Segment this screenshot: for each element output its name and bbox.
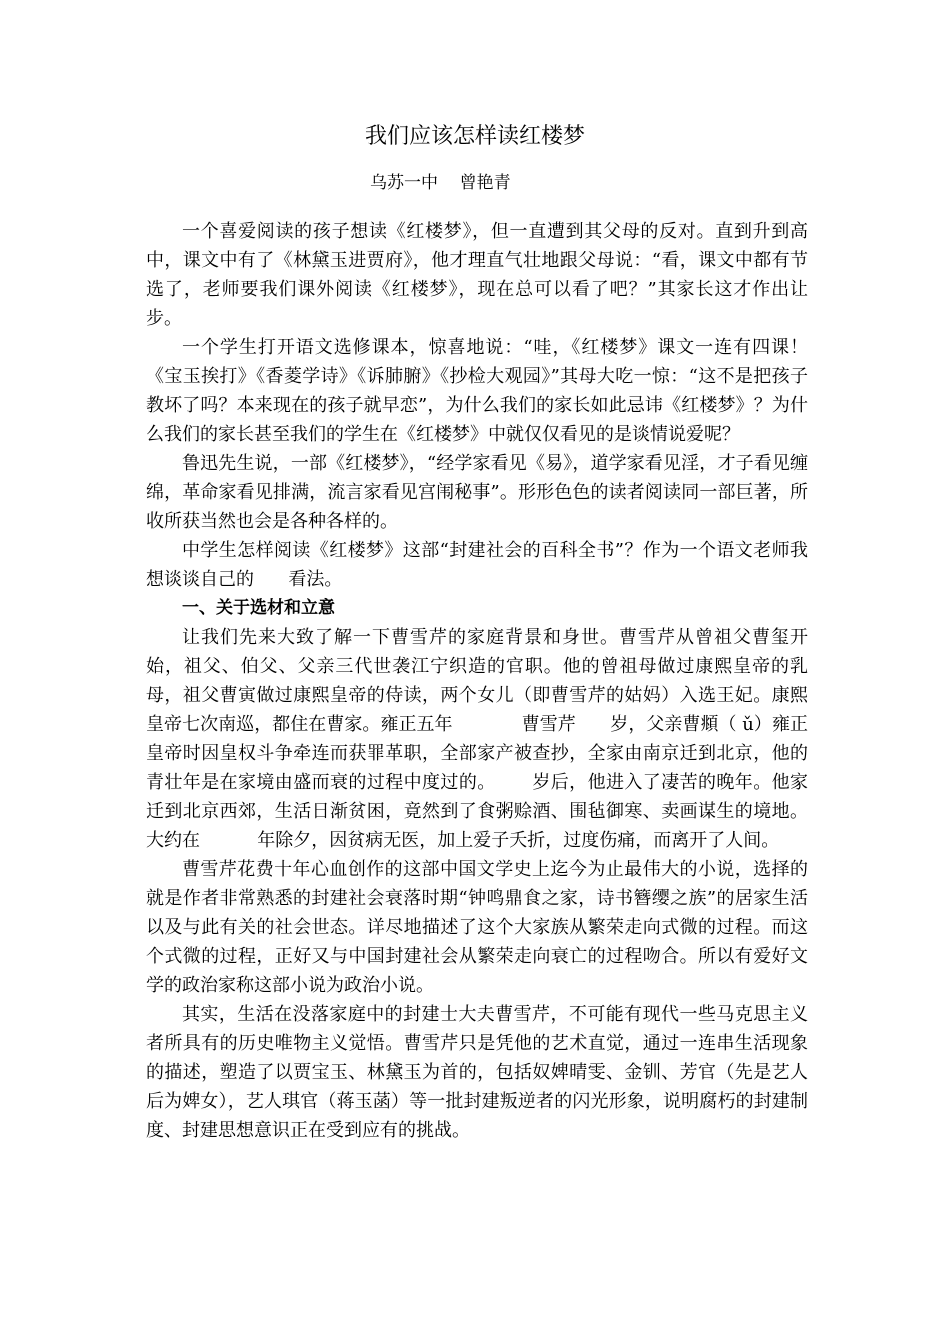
paragraph-2: 一个学生打开语文选修课本，惊喜地说：“哇，《红楼梦》课文一连有四课！《宝玉挨打》《香菱学诗》《诉肺腑》《抄检大观园》”其母大吃一惊：“这不是把孩子教坏了吗？本来现在的孩子就早恋”，为什么我们的家长如此忌讳《红楼梦》？为什么我们的家长甚至我们的学生在《红楼梦》中就仅仅看见的是谈情说爱呢？ <box>146 337 808 445</box>
section-paragraph-2: 曹雪芹花费十年心血创作的这部中国文学史上迄今为止最伟大的小说，选择的就是作者非常熟悉的封建社会衰落时期“钟鸣鼎食之家，诗书簪缨之族”的居家生活以及与此有关的社会世态。详尽地描述了这个大家族从繁荣走向式微的过程。而这个式微的过程，正好又与中国封建社会从繁荣走向衰亡的过程吻合。所以有爱好文学的政治家称这部小说为政治小说。 <box>146 859 808 996</box>
document-title: 我们应该怎样读红楼梦 <box>364 124 585 149</box>
section-paragraph-3: 其实，生活在没落家庭中的封建士大夫曹雪芹，不可能有现代一些马克思主义者所具有的历史唯物主义觉悟。曹雪芹只是凭他的艺术直觉，通过一连串生活现象的描述，塑造了以贾宝玉、林黛玉为首的，包括奴婢晴雯、金钏、芳官（先是艺人后为婢女），艺人琪官（蒋玉菡）等一批封建叛逆者的闪光形象，说明腐朽的封建制度、封建思想意识正在受到应有的挑战。 <box>146 1004 808 1141</box>
paragraph-1: 一个喜爱阅读的孩子想读《红楼梦》，但一直遭到其父母的反对。直到升到高中，课文中有了《林黛玉进贾府》，他才理直气壮地跟父母说：“看，课文中都有节选了，老师要我们课外阅读《红楼梦》，现在总可以看了吧？”其家长这才作出让步。 <box>146 221 808 329</box>
section-heading: 一、关于选材和立意 <box>182 598 335 618</box>
document-body <box>146 217 808 1145</box>
author-byline: 乌苏一中 曾艳青 <box>370 173 511 193</box>
paragraph-3: 鲁迅先生说，一部《红楼梦》，“经学家看见《易》，道学家看见淫，才子看见缠绵，革命家看见排满，流言家看见宫闱秘事”。形形色色的读者阅读同一部巨著，所收所获当然也会是各种各样的。 <box>146 453 808 532</box>
paragraph-4: 中学生怎样阅读《红楼梦》这部“封建社会的百科全书”？作为一个语文老师我想谈谈自己的 看法。 <box>146 540 808 590</box>
section-paragraph-1: 让我们先来大致了解一下曹雪芹的家庭背景和身世。曹雪芹从曾祖父曹玺开始，祖父、伯父、父亲三代世袭江宁织造的官职。他的曾祖母做过康熙皇帝的乳母，祖父曹寅做过康熙皇帝的侍读，两个女儿（即曹雪芹的姑妈）入选王妃。康熙皇帝七次南巡，都住在曹家。雍正五年 曹雪芹 岁，父亲曹頫（ ǔ）雍正皇帝时因皇权斗争牵连而获罪革职，全部家产被查抄，全家由南京迁到北京，他的青壮年是在家境由盛而衰的过程中度过的。 岁后，他进入了凄苦的晚年。他家迁到北京西郊，生活日渐贫困，竟然到了食粥赊酒、围毡御寒、卖画谋生的境地。大约在 年除夕，因贫病无医，加上爱子夭折，过度伤痛，而离开了人间。 <box>146 627 808 851</box>
